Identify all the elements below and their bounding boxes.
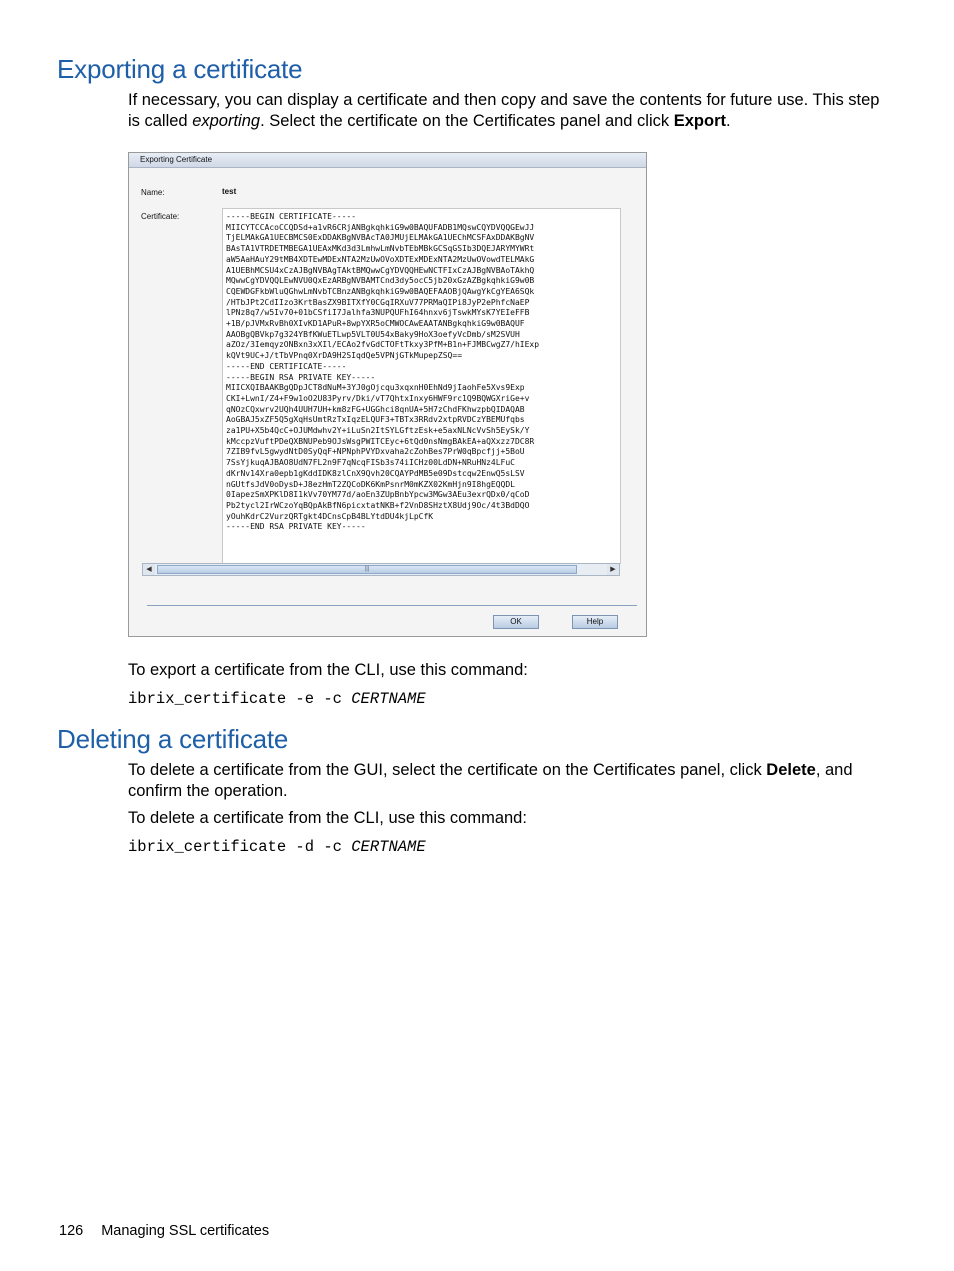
delete-command (128, 838, 426, 856)
strong-delete: Delete (766, 761, 816, 779)
command-argument: CERTNAME (351, 690, 426, 708)
help-button[interactable]: Help (572, 615, 618, 629)
export-intro-paragraph (128, 90, 888, 132)
text-run: . (726, 112, 731, 130)
name-label: Name: (141, 188, 165, 197)
command-text: ibrix_certificate -d -c (128, 838, 352, 856)
chapter-title: Managing SSL certificates (101, 1223, 270, 1239)
delete-cli-intro: To delete a certificate from the CLI, use this command: (128, 809, 527, 827)
strong-export: Export (673, 112, 726, 130)
command-text: ibrix_certificate -e -c (128, 690, 352, 708)
certificate-text: -----BEGIN CERTIFICATE----- MIICYTCCAcoCCQDSd+a1vR6CRjANBgkqhkiG9w0BAQUFADB1MQswCQYDVQQGEwJJ TjELMAkGA1UECBMCS0ExDDAKBgNVBAcTA0JMUjELMAkGA1UEChMCSFAxDDAKBgNV BAsTA1VTRDETMBEGA1UEAxMKd3d3LmhwLmNvbTEbMBkGCSqGSIb3DQEJARYMYWRt aW5AaHAuY29tMB4XDTEwMDExNTA2MzUwOVoXDTExMDExNTA2MzUwOVowdTELMAkG A1UEBhMCSU4xCzAJBgNVBAgTAktBMQwwCgYDVQQHEwNCTFIxCzAJBgNVBAoTAkhQ MQwwCgYDVQQLEwNVU0QxEzARBgNVBAMTCnd3dy5ocC5jb20xGzAZBgkqhkiG9w0B CQEWDGFkbWluQGhwLmNvbTCBnzANBgkqhkiG9w0BAQEFAAOBjQAwgYkCgYEA6SQk /HTbJPt2CdIIzo3KrtBasZX9BITXfY0CGqIRXuV77PRMaQIPi8JyP2ePhfcNaEP lPNz8q7/w5Iv70+01bCSfiI7Jalhfa3NUPQUFhI64hnxv6jTswkMYsK7YEIeFFB +1B/pJVMxRvBh0XIvKD1APuR+8wpYXR5oCMWOCAwEAATANBgkqhkiG9w0BAQUF AAOBgQBVkp7g324YBfKWuETLwp5VLT0U54xBaky9HoX3oefyVcDmb/sM2SVUH aZOz/3IemqyzONBxn3xXIl/ECAo2fvGdCTOFtTkxy3PfM+B1n+FJMBCwgZ7/hIExp kQVt9UC+J/tTbVPnq0XrDA9H2SIqdQe5VPNjGTkMupepZSQ== -----END CERTIFICATE----- -----BEGIN RSA PRIVATE KEY----- MIICXQIBAAKBgQDpJCT8dNuM+3YJ0gOjcqu3xqxnH0EhNd9jIaohFe5Xvs9Exp CKI+LwnI/Z4+F9w1oO2U83Pyrv/Dki/vT7QhtxInxy6HWF9rc1Q9BQWGXriGe+v qNOzCQxwrv2UQh4UUH7UH+km8zFG+UGGhci8qnUA+5H7zChdFKhwzpbQIDAQAB AoGBAJ5xZF5Q5gXqHsUmtRzTxIqzELQUF3+TBTx3RRdv2xtpRVDCzYBEMUfqbs za1PU+X5b4QcC+OJUMdwhv2Y+iLuSn2ItSYLGftzEsk+e5axNLNcVvSh5EySk/Y kMccpzVuftPDeQXBNUPeb9OJsWsgPWITCEyc+6tQd0nsNmgBAkEA+aQXxzz7DC8R 7ZIB9fvL5gwydNtD0SyQqF+NPNphPVYDxvaha2cZohBes7PrW0qBpcfjj+5BoU 7SsYjkuqAJBAO8UdN7FL2n9F7qNcqFISb3s74iICHz00LdDN+NRuHNz4LFuC dKrNv14Xra0epb1gKddIDK8zlCnX9Qvh20CQAYPdMB5e09Dstcqw2EnwQ5sLSV nGUtfsJdV0oDysD+J8ezHmT2ZQCoDK6KmPsnrM0mKZX02KmHjn9I8hgEQQDL 0IapezSmXPKlD8I1kVv70YM77d/aoEn3ZUpBnbYpcw3MGw3AEu3exrQDx0/qCoD Pb2tycl2IrWCzoYqBQpAkBfN6picxtatNKB+f2VnD8SHztX8Udj9Oc/4t3BdDQO yOuhKdrC2VurzQRTgkt4DCnsCpB4BLYtdDU4kjLpCfK -----END RSA PRIVATE KEY----- (226, 212, 540, 532)
dialog-divider (147, 605, 637, 606)
section-heading-deleting: Deleting a certificate (57, 724, 289, 754)
page-footer (59, 1223, 269, 1239)
name-value: test (222, 187, 237, 196)
scroll-thumb[interactable]: ||| (157, 565, 577, 574)
section-heading-exporting: Exporting a certificate (57, 54, 303, 84)
ok-button[interactable]: OK (493, 615, 539, 629)
command-argument: CERTNAME (351, 838, 426, 856)
text-run: To delete a certificate from the GUI, select the certificate on the Certificates panel, click (128, 761, 767, 779)
emphasis-exporting: exporting (192, 112, 261, 130)
scroll-left-icon[interactable]: ◀ (143, 564, 155, 575)
dialog-title: Exporting Certificate (129, 153, 646, 168)
export-cli-intro: To export a certificate from the CLI, use this command: (128, 661, 528, 679)
certificate-textarea[interactable] (222, 208, 621, 564)
text-run: . Select the certificate on the Certificates panel and click (260, 112, 674, 130)
scroll-right-icon[interactable]: ▶ (607, 564, 619, 575)
page-number: 126 (59, 1223, 84, 1239)
text-run: , and confirm the operation. (128, 761, 853, 800)
exporting-certificate-dialog (128, 152, 647, 637)
horizontal-scrollbar[interactable] (142, 563, 620, 576)
text-run: If necessary, you can display a certificate and then copy and save the contents for future use. This step is called (128, 91, 880, 130)
certificate-label: Certificate: (141, 212, 180, 221)
delete-intro-paragraph (128, 760, 858, 802)
export-command (128, 690, 426, 708)
